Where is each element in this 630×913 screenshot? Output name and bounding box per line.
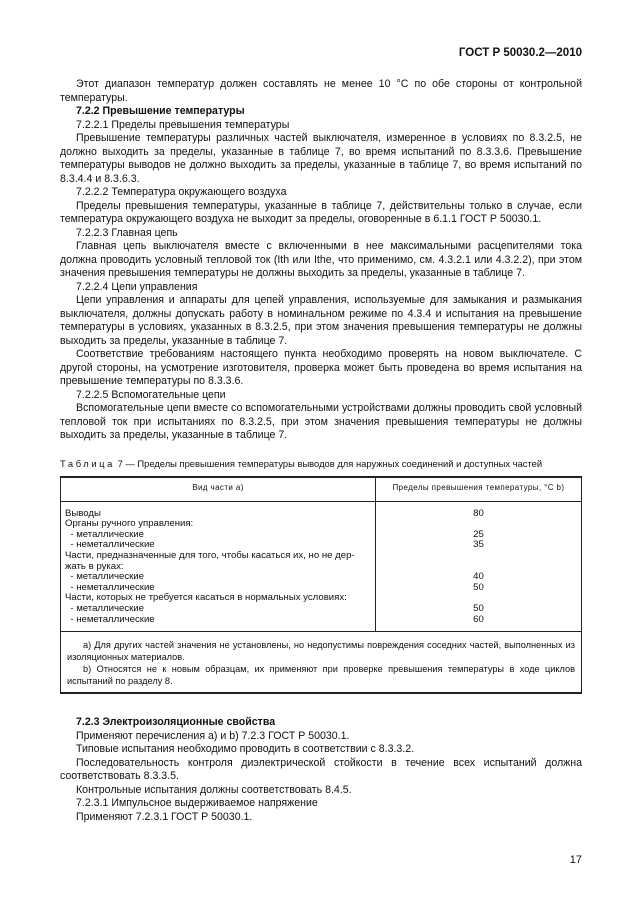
- body-text-bottom: [60, 716, 582, 824]
- paragraph: Контрольные испытания должны соответствовать 8.4.5.: [76, 783, 352, 796]
- table-row-value: 60: [473, 613, 484, 625]
- paragraph: 7.2.2.4 Цепи управления: [76, 280, 198, 293]
- paragraph: 7.2.3.1 Импульсное выдерживаемое напряжение: [76, 797, 318, 809]
- table-row-label: Органы ручного управления:: [65, 518, 194, 530]
- table-row-value: 25: [473, 528, 484, 540]
- table-row-label: - металлические: [65, 571, 145, 583]
- page-number: 17: [569, 854, 582, 866]
- table-row-value: [376, 551, 581, 562]
- table-row-label: - неметаллические: [65, 613, 155, 625]
- table-values-cell: [376, 501, 582, 632]
- paragraph: Последовательность контроля диэлектрической стойкости в течение всех испытаний должна соответствовать 8.3.3.5.: [60, 756, 582, 782]
- paragraph: 7.2.2 Превышение температуры: [76, 105, 245, 117]
- table-row-label: - неметаллические: [65, 581, 155, 593]
- table-row-value: 35: [473, 539, 484, 551]
- table-caption-title: 7 — Пределы превышения температуры выводов для наружных соединений и доступных частей: [114, 458, 543, 469]
- paragraph: Применяют перечисления а) и b) 7.2.3 ГОСТ Р 50030.1.: [76, 729, 350, 742]
- paragraph: Превышение температуры различных частей выключателя, измеренное в условиях по 8.3.2.5, не должно выходить за пределы, указанные в таблице 7, во время испытаний по 8.3.3.6. Превышение температуры выводов не должно выходить за пределы, указанные в таблице 7, во время испытаний по 8.3.4.4 и 8.3.6.3.: [60, 132, 582, 185]
- table-header-part-type: Вид части a): [61, 477, 376, 501]
- table-7: [60, 476, 582, 694]
- document-code-header: ГОСТ Р 50030.2—2010: [458, 47, 582, 59]
- paragraph: 7.2.2.3 Главная цепь: [76, 226, 178, 239]
- table-header-temp-limits: Пределы превышения температуры, °C b): [376, 477, 582, 501]
- paragraph: Соответствие требованиям настоящего пункта необходимо проверять на новом выключателе. С другой стороны, на усмотрение изготовителя, проверка может быть проведена во время испытания на превышение температуры по 8.3.3.6.: [60, 348, 582, 387]
- table-row-label: - металлические: [65, 528, 145, 540]
- table-note-b: b) Относятся не к новым образцам, их применяют при проверке превышения температуры в ходе циклов испытаний по разделу 8.: [67, 664, 575, 687]
- body-text-top: [60, 78, 582, 443]
- paragraph: 7.2.2.5 Вспомогательные цепи: [76, 388, 226, 401]
- table-row-label: - неметаллические: [65, 539, 155, 551]
- table-names-cell: [61, 501, 376, 632]
- paragraph: Пределы превышения температуры, указанные в таблице 7, действительны только в случае, если температура окружающего воздуха не выходит за пределы, оговоренные в 6.1.1 ГОСТ Р 50030.1.: [60, 199, 582, 225]
- table-row-value: 50: [473, 581, 484, 593]
- table-row-label: жать в руках:: [65, 560, 124, 572]
- paragraph: Этот диапазон температур должен составлять не менее 10 °С по обе стороны от контрольной температуры.: [60, 78, 582, 104]
- table-row-label: Выводы: [65, 507, 101, 519]
- paragraph: 7.2.2.1 Пределы превышения температуры: [76, 118, 290, 131]
- table-caption: [60, 458, 590, 469]
- paragraph: Цепи управления и аппараты для цепей управления, используемые для замыкания и размыкания выключателя, должны допускать работу в номинальном режиме по 4.3.4 и испытания на превышение температуры в условиях, указанных в 8.3.2.5, при этом значения превышения температуры не должны выходить за пределы, указанные в таблице 7.: [60, 294, 582, 347]
- table-caption-prefix: Таблица: [60, 458, 115, 469]
- table-notes: [61, 632, 582, 694]
- table-row-label: Части, которых не требуется касаться в нормальных условиях:: [65, 592, 347, 604]
- table-note-a: a) Для других частей значения не установлены, но недопустимы повреждения соседних частей, выполненных из изоляционных материалов.: [67, 640, 575, 663]
- paragraph: Типовые испытания необходимо проводить в соответствии с 8.3.3.2.: [76, 743, 415, 755]
- table-row-value: 50: [473, 602, 484, 614]
- paragraph: Вспомогательные цепи вместе со вспомогательными устройствами должны проводить свой условный тепловой ток при испытаниях по 8.3.2.5, при этом значения превышения температуры не должны выходить за пределы, указанные в таблице 7.: [60, 402, 582, 441]
- paragraph: Применяют 7.2.3.1 ГОСТ Р 50030.1.: [76, 810, 253, 823]
- paragraph: Главная цепь выключателя вместе с включенными в нее максимальными расцепителями тока должна проводить условный тепловой ток (Ith или Ithe, что применимо, см. 4.3.2.1 или 4.3.2.2), при этом значения превышения температуры не должны выходить за пределы, указанные в таблице 7.: [60, 240, 582, 279]
- table-row-label: Части, предназначенные для того, чтобы касаться их, но не дер-: [65, 549, 355, 561]
- table-row-label: - металлические: [65, 602, 145, 614]
- table-row-value: 80: [473, 507, 484, 519]
- paragraph: 7.2.2.2 Температура окружающего воздуха: [76, 186, 287, 198]
- paragraph: 7.2.3 Электроизоляционные свойства: [76, 716, 276, 728]
- table-row-value: 40: [473, 571, 484, 583]
